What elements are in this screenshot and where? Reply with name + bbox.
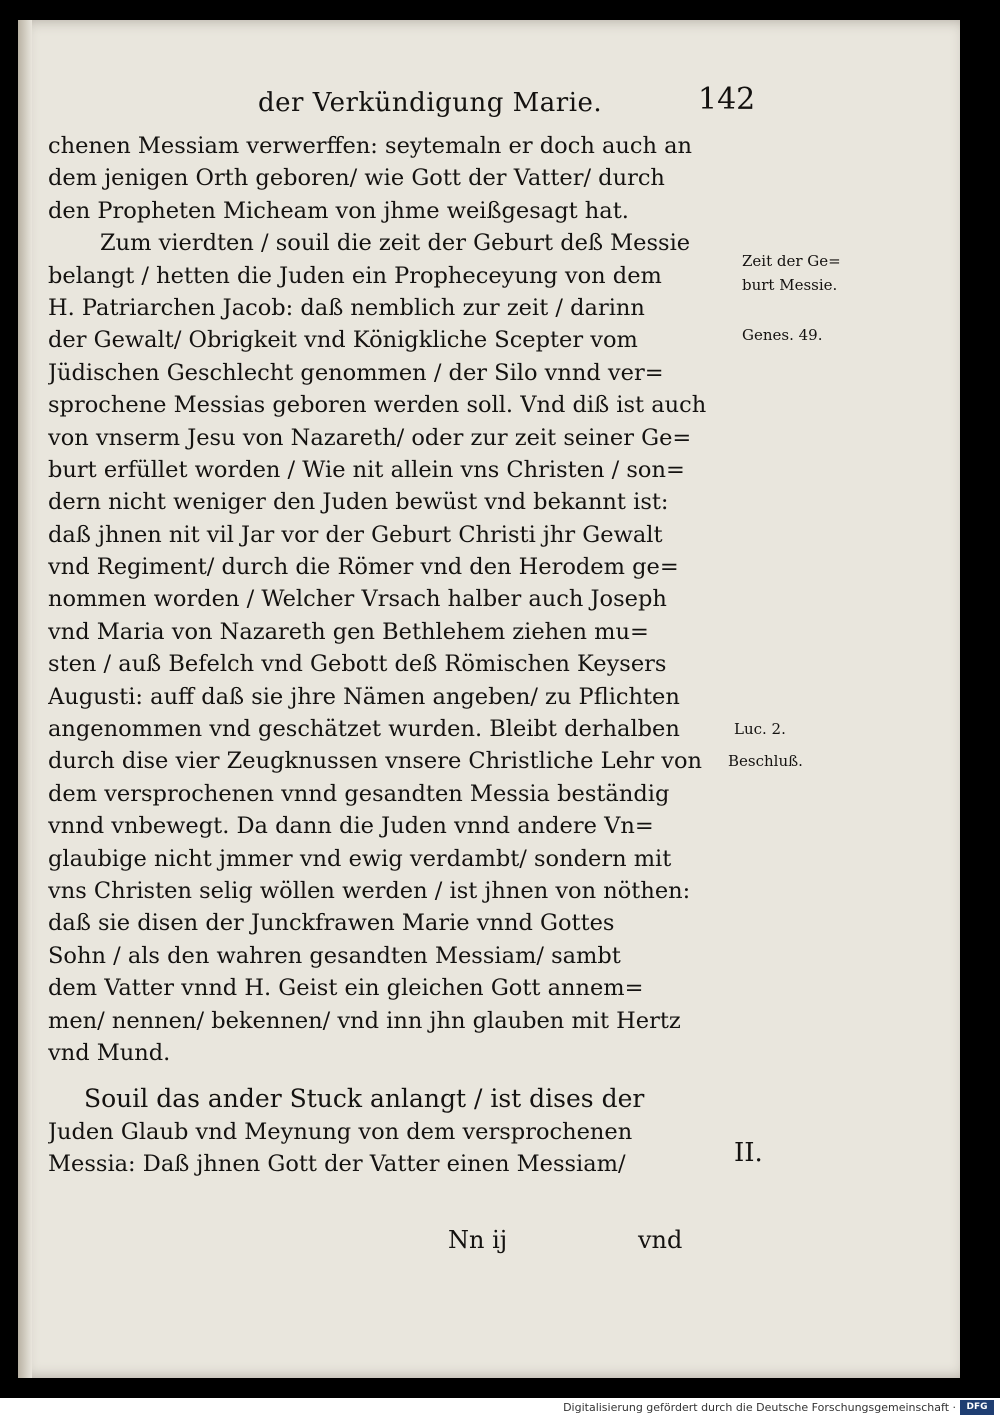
margin-note: Zeit der Ge=	[742, 252, 841, 270]
margin-note: burt Messie.	[742, 276, 838, 294]
text-line: sten / auß Befelch vnd Gebott deß Römischen Keysers	[48, 651, 667, 678]
text-line: sprochene Messias geboren werden soll. Vnd diß ist auch	[48, 392, 707, 419]
book-page	[18, 20, 960, 1378]
text-line: der Gewalt/ Obrigkeit vnd Königkliche Scepter vom	[48, 327, 638, 354]
text-line: vnnd vnbewegt. Da dann die Juden vnnd andere Vn=	[48, 813, 654, 840]
text-line: dern nicht weniger den Juden bewüst vnd bekannt ist:	[48, 489, 669, 516]
text-line: vnd Maria von Nazareth gen Bethlehem ziehen mu=	[48, 618, 649, 645]
folio-number: 142	[698, 82, 756, 117]
running-head: der Verkündigung Marie.	[258, 88, 603, 118]
margin-note: Beschluß.	[728, 752, 803, 770]
text-line: durch dise vier Zeugknussen vnsere Christliche Lehr von	[48, 748, 703, 775]
catchword: vnd	[638, 1226, 683, 1254]
page-gutter-shadow	[18, 20, 32, 1378]
dfg-logo-icon: DFG	[960, 1400, 994, 1415]
text-line: von vnserm Jesu von Nazareth/ oder zur zeit seiner Ge=	[48, 424, 692, 451]
margin-note: Luc. 2.	[734, 720, 786, 738]
text-line: glaubige nicht jmmer vnd ewig verdambt/ sondern mit	[48, 845, 672, 872]
digitization-credit: Digitalisierung gefördert durch die Deutsche Forschungsgemeinschaft ·	[563, 1401, 956, 1414]
text-line: den Propheten Micheam von jhme weißgesagt hat.	[48, 197, 629, 224]
text-line: vns Christen selig wöllen werden / ist jhnen von nöthen:	[48, 877, 691, 904]
text-line: burt erfüllet worden / Wie nit allein vns Christen / son=	[48, 456, 685, 483]
text-line: nommen worden / Welcher Vrsach halber auch Joseph	[48, 586, 667, 613]
text-line: Messia: Daß jhnen Gott der Vatter einen Messiam/	[48, 1151, 626, 1178]
text-line: vnd Regiment/ durch die Römer vnd den Herodem ge=	[48, 554, 679, 581]
text-line: dem versprochenen vnnd gesandten Messia beständig	[48, 780, 670, 807]
text-line: daß jhnen nit vil Jar vor der Geburt Christi jhr Gewalt	[48, 521, 663, 548]
text-line: chenen Messiam verwerffen: seytemaln er doch auch an	[48, 133, 693, 159]
main-text-block	[48, 130, 738, 1181]
text-line: Sohn / als den wahren gesandten Messiam/ sambt	[48, 942, 621, 969]
text-line: Juden Glaub vnd Meynung von dem versprochenen	[48, 1118, 633, 1145]
text-line: dem jenigen Orth geboren/ wie Gott der Vatter/ durch	[48, 165, 665, 192]
footer-bar	[0, 1398, 1000, 1419]
text-line: vnd Mund.	[48, 1039, 171, 1066]
text-line: daß sie disen der Junckfrawen Marie vnnd Gottes	[48, 910, 615, 937]
signature-mark: Nn ij	[448, 1226, 508, 1254]
text-line: Jüdischen Geschlecht genommen / der Silo vnnd ver=	[48, 359, 664, 386]
text-line: angenommen vnd geschätzet wurden. Bleibt derhalben	[48, 716, 680, 743]
text-line: Augusti: auff daß sie jhre Nämen angeben/ zu Pflichten	[48, 683, 680, 710]
text-line: dem Vatter vnnd H. Geist ein gleichen Gott annem=	[48, 975, 644, 1002]
text-line: Souil das ander Stuck anlangt / ist dises der	[84, 1084, 645, 1114]
margin-note: Genes. 49.	[742, 326, 823, 344]
text-line: belangt / hetten die Juden ein Propheceyung von dem	[48, 262, 662, 289]
text-line: Zum vierdten / souil die zeit der Geburt deß Messie	[100, 230, 691, 257]
text-line: men/ nennen/ bekennen/ vnd inn jhn glauben mit Hertz	[48, 1007, 681, 1034]
section-numeral: II.	[734, 1138, 763, 1168]
paragraph-gap	[48, 1069, 738, 1083]
text-line: H. Patriarchen Jacob: daß nemblich zur zeit / darinn	[48, 294, 645, 321]
